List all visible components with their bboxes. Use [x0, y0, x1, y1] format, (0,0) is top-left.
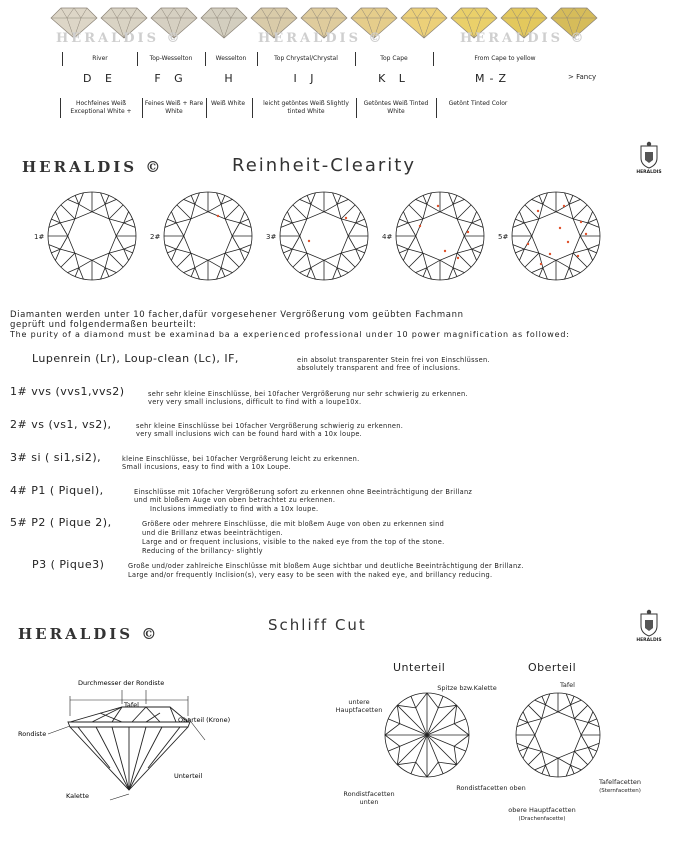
label-kite: (Drachenfacette): [518, 816, 566, 822]
watermark-3: HERALDIS ©: [460, 31, 587, 46]
diamond-bottom-view: [382, 690, 472, 780]
clarity-diagram-label: 5#: [498, 233, 509, 241]
inclusion-mark: [444, 250, 446, 252]
color-name-wesselton: Wesselton: [215, 55, 247, 62]
clarity-grade-en: very small inclusions wich can be found hard with a 10x loupe.: [136, 430, 363, 438]
clarity-diagram-label: 3#: [266, 233, 277, 241]
inclusion-mark: [549, 253, 551, 255]
clarity-grade-de2: und die Brillanz etwas beeinträchtigen.: [142, 529, 284, 537]
inclusion-mark: [457, 257, 459, 259]
inclusion-mark: [537, 210, 539, 212]
clarity-grade-en: Large and/or frequently Inclision(s), very easy to be seen with the naked eye, and brillancy reducing.: [128, 571, 493, 579]
clarity-intro-de-1: Diamanten werden unter 10 facher,dafür vorgesehener Vergrößerung vom geübten Fachmann: [10, 310, 464, 320]
inclusion-mark: [580, 221, 582, 223]
label-girdle-diameter: Durchmesser der Rondiste: [78, 679, 165, 687]
clarity-grade-de: Große und/oder zahlreiche Einschlüsse mit bloßem Auge sichtbar und deutliche Beeinträchtigung der Brillanz.: [128, 562, 524, 570]
clarity-grade-de: Größere oder mehrere Einschlüsse, die mit bloßem Auge von oben zu erkennen sind: [142, 520, 445, 528]
grade-fancy: > Fancy: [568, 73, 597, 81]
diamond-top-view: [513, 690, 603, 780]
watermark-2: HERALDIS ©: [258, 31, 385, 46]
svg-text:HERALDIS: HERALDIS: [636, 638, 662, 642]
clarity-grade-en: absolutely transparent and free of inclusions.: [297, 364, 461, 372]
color-name-top-cape: Top Cape: [380, 55, 408, 62]
clarity-intro-en: The purity of a diamond must be examinad ba a experienced professional under 10 power magnification as followed:: [10, 330, 570, 339]
clarity-grade-de2: und mit bloßem Auge von oben betrachtet zu erkennen.: [134, 496, 336, 504]
color-desc-rare-white: Feines Weiß + Rare White: [144, 100, 204, 115]
inclusion-mark: [217, 215, 219, 217]
separator: [62, 52, 63, 66]
grade-h: H: [224, 72, 238, 85]
clarity-grade-en: very very small inclusions, difficult to find with a loupe10x.: [148, 398, 362, 406]
color-name-top-chrystal: Top Chrystal/Chrystal: [274, 55, 338, 62]
clarity-grade-de: kleine Einschlüsse, bei 10facher Vergrößerung leicht zu erkennen.: [122, 455, 360, 463]
clarity-grade-title: P3 ( Pique3): [32, 558, 105, 571]
inclusion-mark: [585, 233, 587, 235]
inclusion-mark: [540, 263, 542, 265]
clarity-grade-de: sehr kleine Einschlüsse bei 10facher Vergrößerung schwierig zu erkennen.: [136, 422, 404, 430]
clarity-diagram: [498, 192, 600, 280]
crest-icon: [636, 140, 662, 174]
grade-mz: M-Z: [475, 72, 511, 85]
label-girdle: Rondiste: [18, 730, 47, 738]
cut-title: Schliff Cut: [268, 616, 367, 634]
color-desc-white: Weiß White: [210, 100, 246, 107]
clarity-diagram: [382, 192, 484, 280]
clarity-grade-title: 3# si ( si1,si2),: [10, 451, 102, 464]
inclusion-mark: [419, 225, 421, 227]
inclusion-mark: [308, 240, 310, 242]
clarity-diagram-label: 1#: [34, 233, 45, 241]
label-pavilion: Unterteil: [174, 772, 203, 780]
brand-logo: HERALDIS ©: [22, 158, 164, 176]
separator: [436, 98, 437, 118]
clarity-intro-de-2: geprüft und folgendermaßen beurteilt:: [10, 320, 197, 330]
inclusion-mark: [345, 217, 347, 219]
separator: [206, 98, 207, 118]
label-table-facets: Tafelfacetten: [598, 778, 642, 786]
clarity-grade-en2: Reducing of the brillancy- slightly: [142, 547, 263, 555]
color-desc-tinted-color: Getönt Tinted Color: [448, 100, 508, 107]
grade-kl: K L: [378, 72, 410, 85]
color-desc-tinted-white: Getöntes Weiß Tinted White: [363, 100, 429, 115]
bottom-view-title: Unterteil: [393, 661, 446, 674]
watermark-1: HERALDIS ©: [56, 31, 183, 46]
clarity-diagram: [266, 192, 368, 280]
clarity-diagram: [150, 192, 252, 280]
clarity-grade-en: Large and or frequent inclusions, visible to the naked eye from the top of the stone.: [142, 538, 445, 546]
label-top-table: Tafel: [560, 681, 575, 689]
color-name-top-wesselton: Top-Wesselton: [149, 55, 193, 62]
clarity-grade-de: ein absolut transparenter Stein frei von Einschlüssen.: [297, 356, 490, 364]
inclusion-mark: [563, 205, 565, 207]
inclusion-mark: [577, 255, 579, 257]
svg-text:HERALDIS: HERALDIS: [636, 170, 662, 174]
clarity-grade-title: Lupenrein (Lr), Loup-clean (Lc), IF,: [32, 352, 239, 365]
clarity-grade-title: 4# P1 ( Piquel),: [10, 484, 104, 497]
color-desc-exceptional-white: Hochfeines Weiß Exceptional White +: [70, 100, 132, 115]
clarity-title: Reinheit-Clearity: [232, 155, 417, 176]
color-desc-slightly-tinted: leicht getöntes Weiß Slightly tinted White: [263, 100, 349, 115]
top-view-title: Oberteil: [528, 661, 577, 674]
gem-icon: [401, 8, 447, 38]
label-culet: Kalette: [66, 792, 90, 800]
gem-icon: [201, 8, 247, 38]
brand-logo: HERALDIS ©: [18, 625, 160, 643]
separator: [433, 52, 434, 66]
label-lower-main: untere Hauptfacetten: [335, 698, 383, 714]
clarity-grade-de: sehr sehr kleine Einschlüsse, bei 10facher Vergrößerung nur sehr schwierig zu erkennen.: [148, 390, 468, 398]
clarity-diagram-label: 2#: [150, 233, 161, 241]
clarity-grade-title: 2# vs (vs1, vs2),: [10, 418, 112, 431]
inclusion-mark: [437, 205, 439, 207]
clarity-grade-title: 1# vvs (vvs1,vvs2): [10, 385, 125, 398]
inclusion-mark: [467, 231, 469, 233]
separator: [252, 98, 253, 118]
label-tip: Spitze bzw.Kalette: [437, 684, 497, 692]
label-upper-main: obere Hauptfacetten: [508, 806, 576, 814]
clarity-diagram-label: 4#: [382, 233, 393, 241]
grade-ij: I J: [293, 72, 319, 85]
inclusion-mark: [527, 243, 529, 245]
diamond-side-view: [0, 660, 320, 844]
clarity-grade-de: Einschlüsse mit 10facher Vergrößerung sofort zu erkennen ohne Beeinträchtigung der Brillanz: [134, 488, 473, 496]
label-crown: Oberteil (Krone): [178, 716, 231, 724]
crest-icon: [636, 608, 662, 642]
color-name-cape-yellow: From Cape to yellow: [474, 55, 536, 62]
label-upper-girdle: Rondistfacetten oben: [456, 784, 526, 792]
label-lower-girdle: Rondistfacetten unten: [343, 790, 395, 806]
inclusion-mark: [559, 227, 561, 229]
clarity-grade-title: 5# P2 ( Pique 2),: [10, 516, 112, 529]
grade-de: D E: [83, 72, 117, 85]
label-star: (Sternfacetten): [599, 788, 641, 794]
clarity-grade-en: Inclusions immediatly to find with a 10x loupe.: [150, 505, 319, 513]
label-table: Tafel: [124, 701, 139, 709]
clarity-diagrams: [30, 188, 620, 288]
clarity-grade-en: Small incusions, easy to find with a 10x Loupe.: [122, 463, 292, 471]
grade-fg: F G: [154, 72, 188, 85]
clarity-diagram: [34, 192, 136, 280]
separator: [356, 98, 357, 118]
inclusion-mark: [567, 241, 569, 243]
color-name-river: River: [92, 55, 108, 62]
